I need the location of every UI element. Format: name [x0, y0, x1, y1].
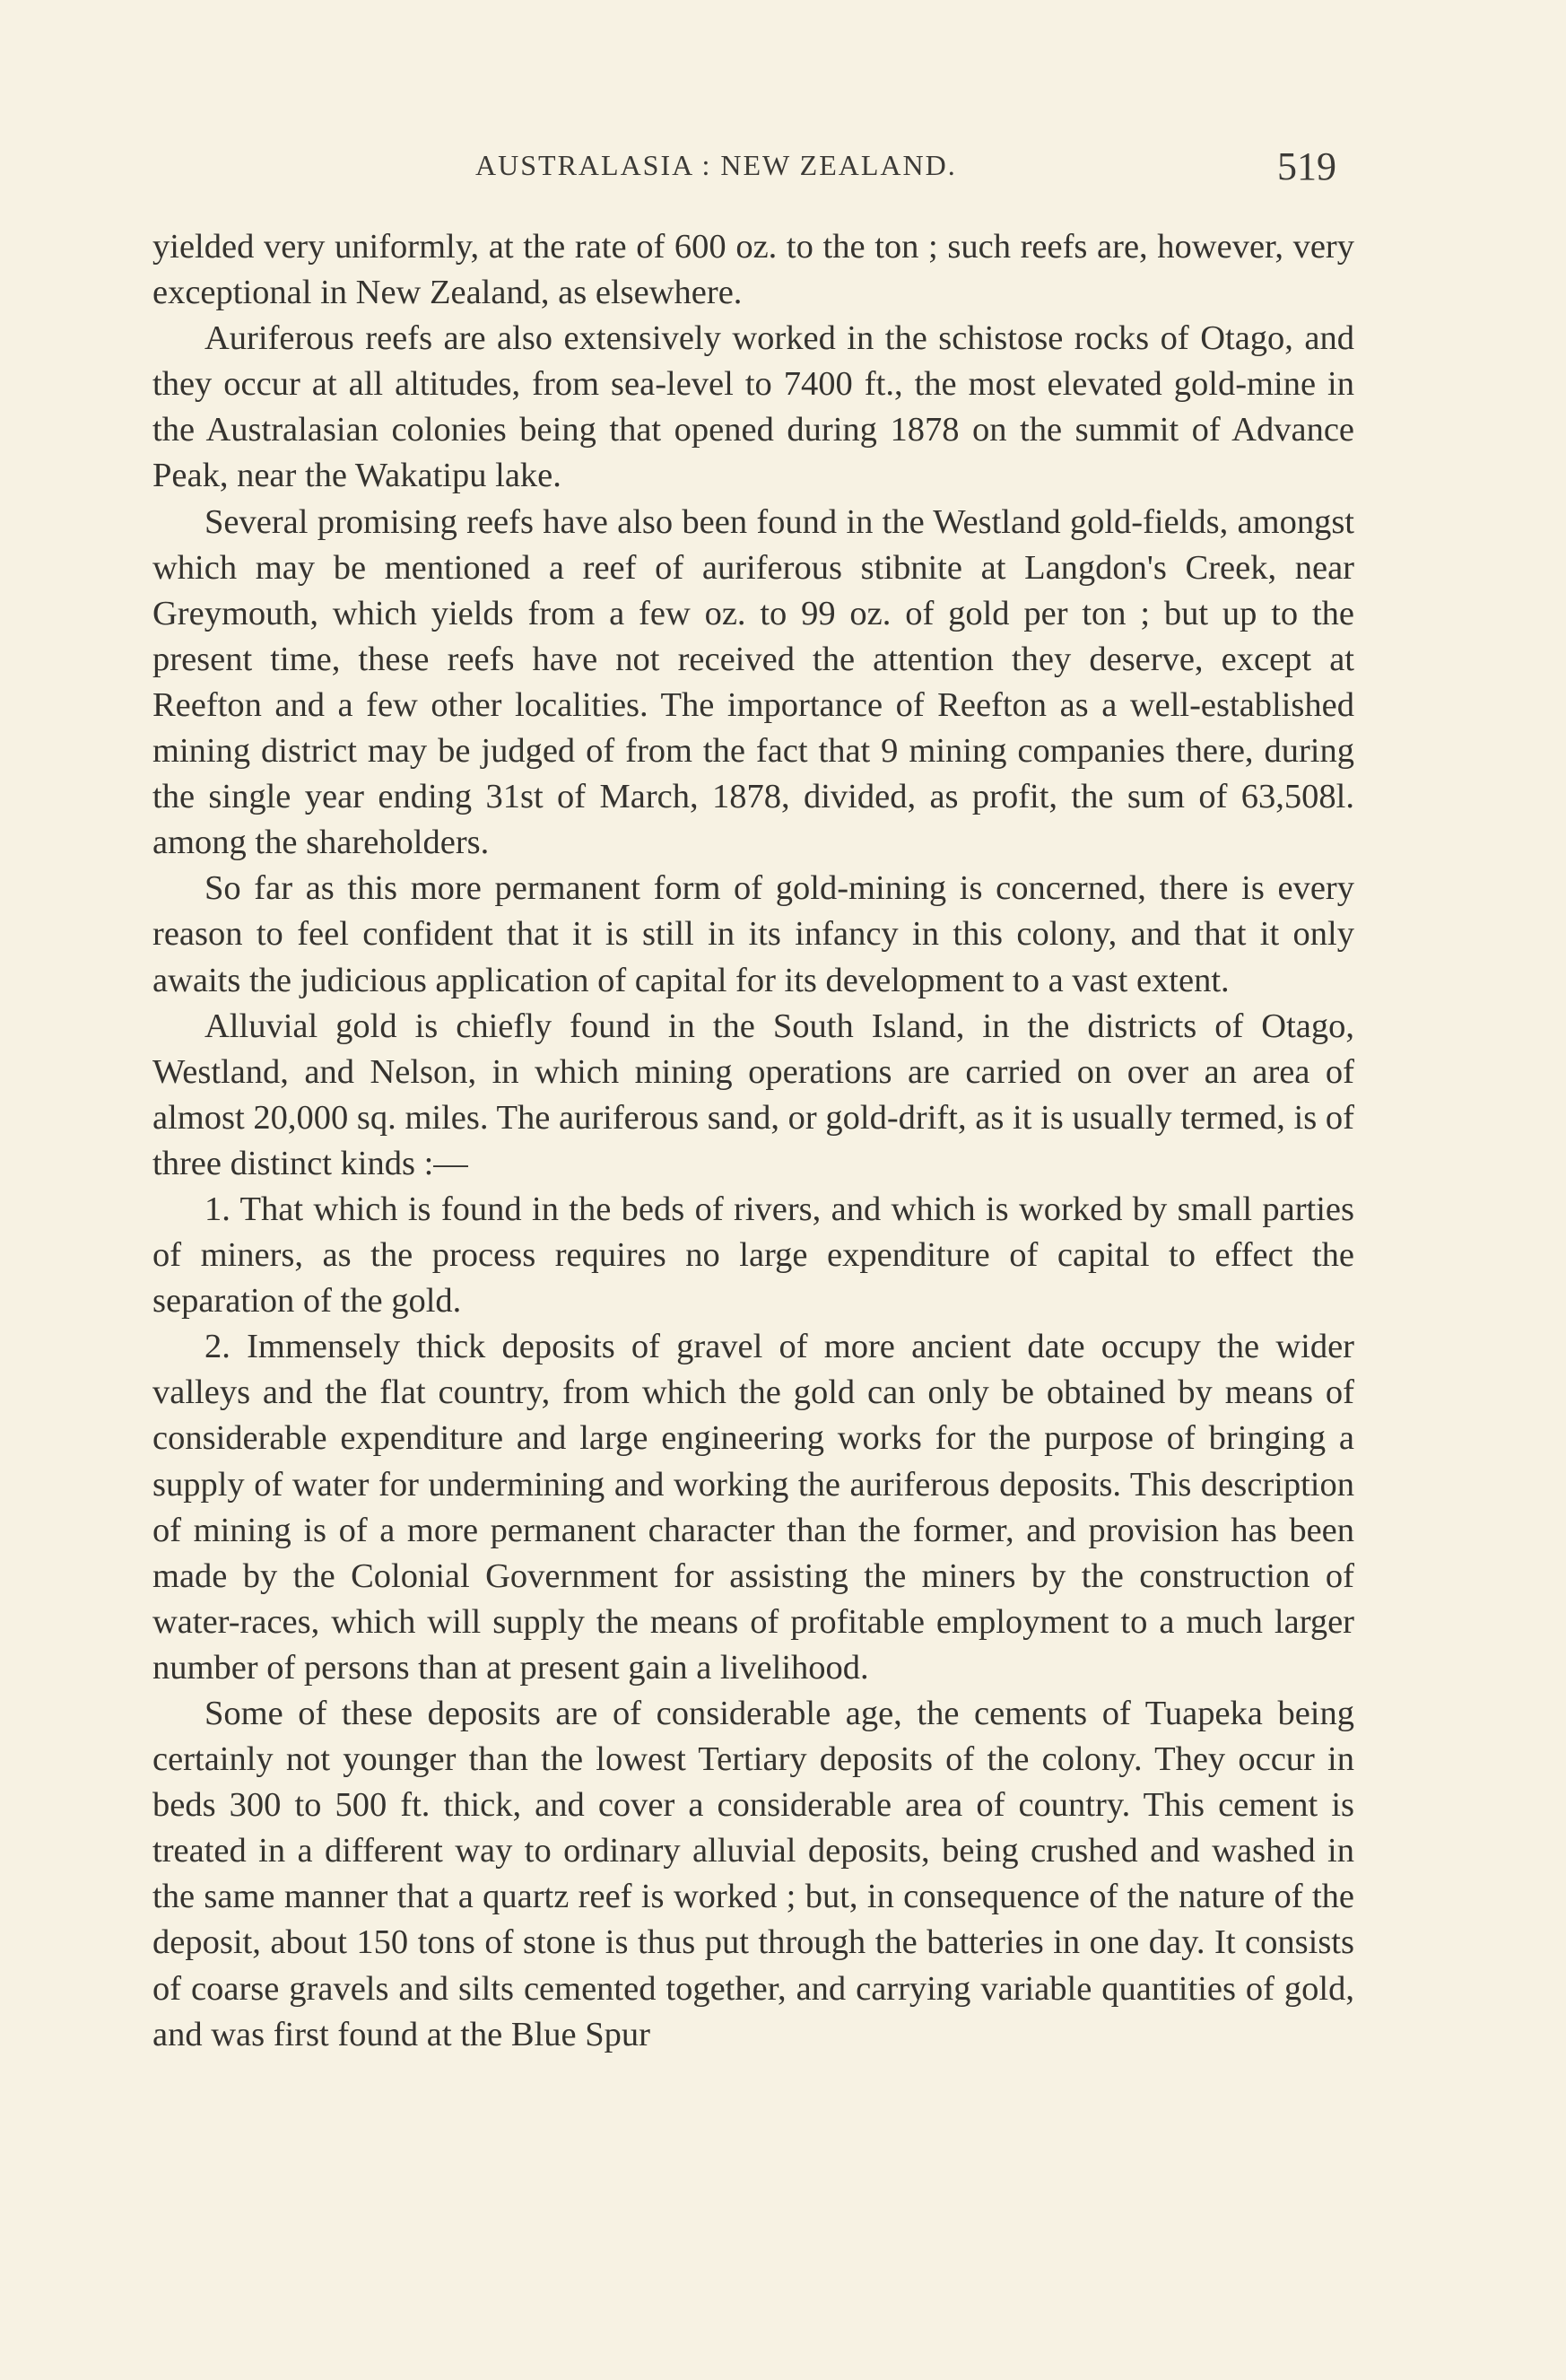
page-number: 519: [1277, 144, 1336, 188]
paragraph-otago-reefs: Auriferous reefs are also extensively worked in the schistose rocks of Otago, and they occur at all altitudes, from sea-level to 7400 ft., the most elevated gold-mine in the Australasian colonies being that opened during 1878 on the summit of Advance Peak, near the Wakatipu lake.: [152, 319, 1354, 495]
paragraph-kind-1: 1. That which is found in the beds of rivers, and which is worked by small parties of miners, as the process requires no large expenditure of capital to effect the separation of the gold.: [152, 1190, 1354, 1321]
running-head: AUSTRALASIA : NEW ZEALAND.: [475, 149, 957, 181]
paragraph-continuation: yielded very uniformly, at the rate of 600 oz. to the ton ; such reefs are, however, very exceptional in New Zealand, as elsewhere.: [152, 228, 1354, 312]
paragraph-westland-reefs: Several promising reefs have also been found in the Westland gold-fields, amongst which may be mentioned a reef of auriferous stibnite at Langdon's Creek, near Greymouth, which yields from a few oz. to 99 oz. of gold per ton ; but up to the present time, these reefs have not received the attention they deserve, except at Reefton and a few other localities. The importance of Reefton as a well-established mining district may be judged of from the fact that 9 mining companies there, during the single year ending 31st of March, 1878, divided, as profit, the sum of 63,508l. among the shareholders.: [152, 502, 1354, 862]
paragraph-cements: Some of these deposits are of considerable age, the cements of Tuapeka being certainly not younger than the lowest Tertiary deposits of the colony. They occur in beds 300 to 500 ft. thick, and cover a considerable area of country. This cement is treated in a different way to ordinary alluvial deposits, being crushed and washed in the same manner that a quartz reef is worked ; but, in consequence of the nature of the deposit, about 150 tons of stone is thus put through the batteries in one day. It consists of coarse gravels and silts cemented together, and carrying variable quantities of gold, and was first found at the Blue Spur: [152, 1695, 1354, 2053]
paragraph-alluvial-gold: Alluvial gold is chiefly found in the South Island, in the districts of Otago, Westland, and Nelson, in which mining operations are carried on over an area of almost 20,000 sq. miles. The auriferous sand, or gold-drift, as it is usually termed, is of three distinct kinds :—: [152, 1007, 1354, 1182]
paragraph-gold-mining-outlook: So far as this more permanent form of gold-mining is concerned, there is every reason to feel confident that it is still in its infancy in this colony, and that it only awaits the judicious application of capital for its development to a vast extent.: [152, 869, 1354, 999]
body-text: [152, 224, 1354, 2058]
page-header: [152, 144, 1354, 197]
paragraph-kind-2: 2. Immensely thick deposits of gravel of more ancient date occupy the wider valleys and the flat country, from which the gold can only be obtained by means of considerable expenditure and large engineering works for the purpose of bringing a supply of water for undermining and working the auriferous deposits. This description of mining is of a more permanent character than the former, and provision has been made by the Colonial Government for assisting the miners by the construction of water-races, which will supply the means of profitable employment to a much larger number of persons than at present gain a livelihood.: [152, 1328, 1354, 1687]
